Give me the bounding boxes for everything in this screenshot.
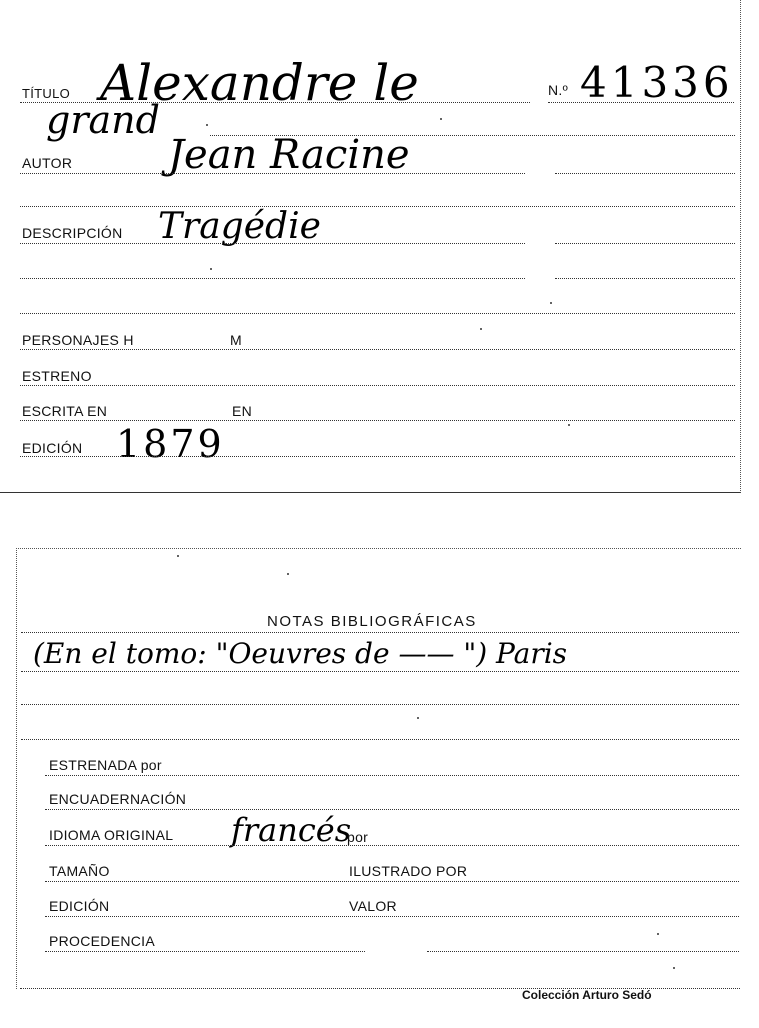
- tamano-label: TAMAÑO: [49, 863, 110, 879]
- edicion-label: EDICIÓN: [22, 440, 83, 456]
- titulo-value-line1: Alexandre le: [100, 54, 419, 112]
- estrenada-label: ESTRENADA por: [49, 757, 162, 773]
- estreno-label: ESTRENO: [22, 368, 92, 384]
- numero-label: N.º: [548, 82, 569, 98]
- autor-value: Jean Racine: [168, 132, 410, 178]
- idioma-por-label: por: [347, 829, 369, 845]
- idioma-value: francés: [231, 811, 352, 849]
- personajes-h-label: PERSONAJES H: [22, 332, 134, 348]
- autor-label: AUTOR: [22, 155, 73, 171]
- coleccion-stamp: Colección Arturo Sedó: [522, 988, 652, 1002]
- catalog-card-back: [16, 548, 741, 989]
- edicion-back-label: EDICIÓN: [49, 898, 110, 914]
- titulo-value-line2: grand: [46, 98, 160, 142]
- procedencia-label: PROCEDENCIA: [49, 933, 155, 949]
- notas-value: (En el tomo: "Oeuvres de —— ") Paris: [33, 637, 568, 670]
- valor-label: VALOR: [349, 898, 397, 914]
- idioma-label: IDIOMA ORIGINAL: [49, 827, 174, 843]
- descripcion-value: Tragédie: [158, 206, 321, 247]
- catalog-card-front: [0, 0, 741, 493]
- edicion-value: 1879: [116, 422, 225, 466]
- notas-label: NOTAS BIBLIOGRÁFICAS: [267, 613, 477, 630]
- ilustrado-label: ILUSTRADO POR: [349, 863, 468, 879]
- titulo-label: TÍTULO: [22, 86, 71, 101]
- escrita-en2-label: EN: [232, 403, 253, 419]
- escrita-en-label: ESCRITA EN: [22, 403, 108, 419]
- encuadernacion-label: ENCUADERNACIÓN: [49, 791, 187, 807]
- numero-value: 41336: [580, 58, 734, 107]
- descripcion-label: DESCRIPCIÓN: [22, 225, 123, 241]
- personajes-m-label: M: [230, 332, 242, 348]
